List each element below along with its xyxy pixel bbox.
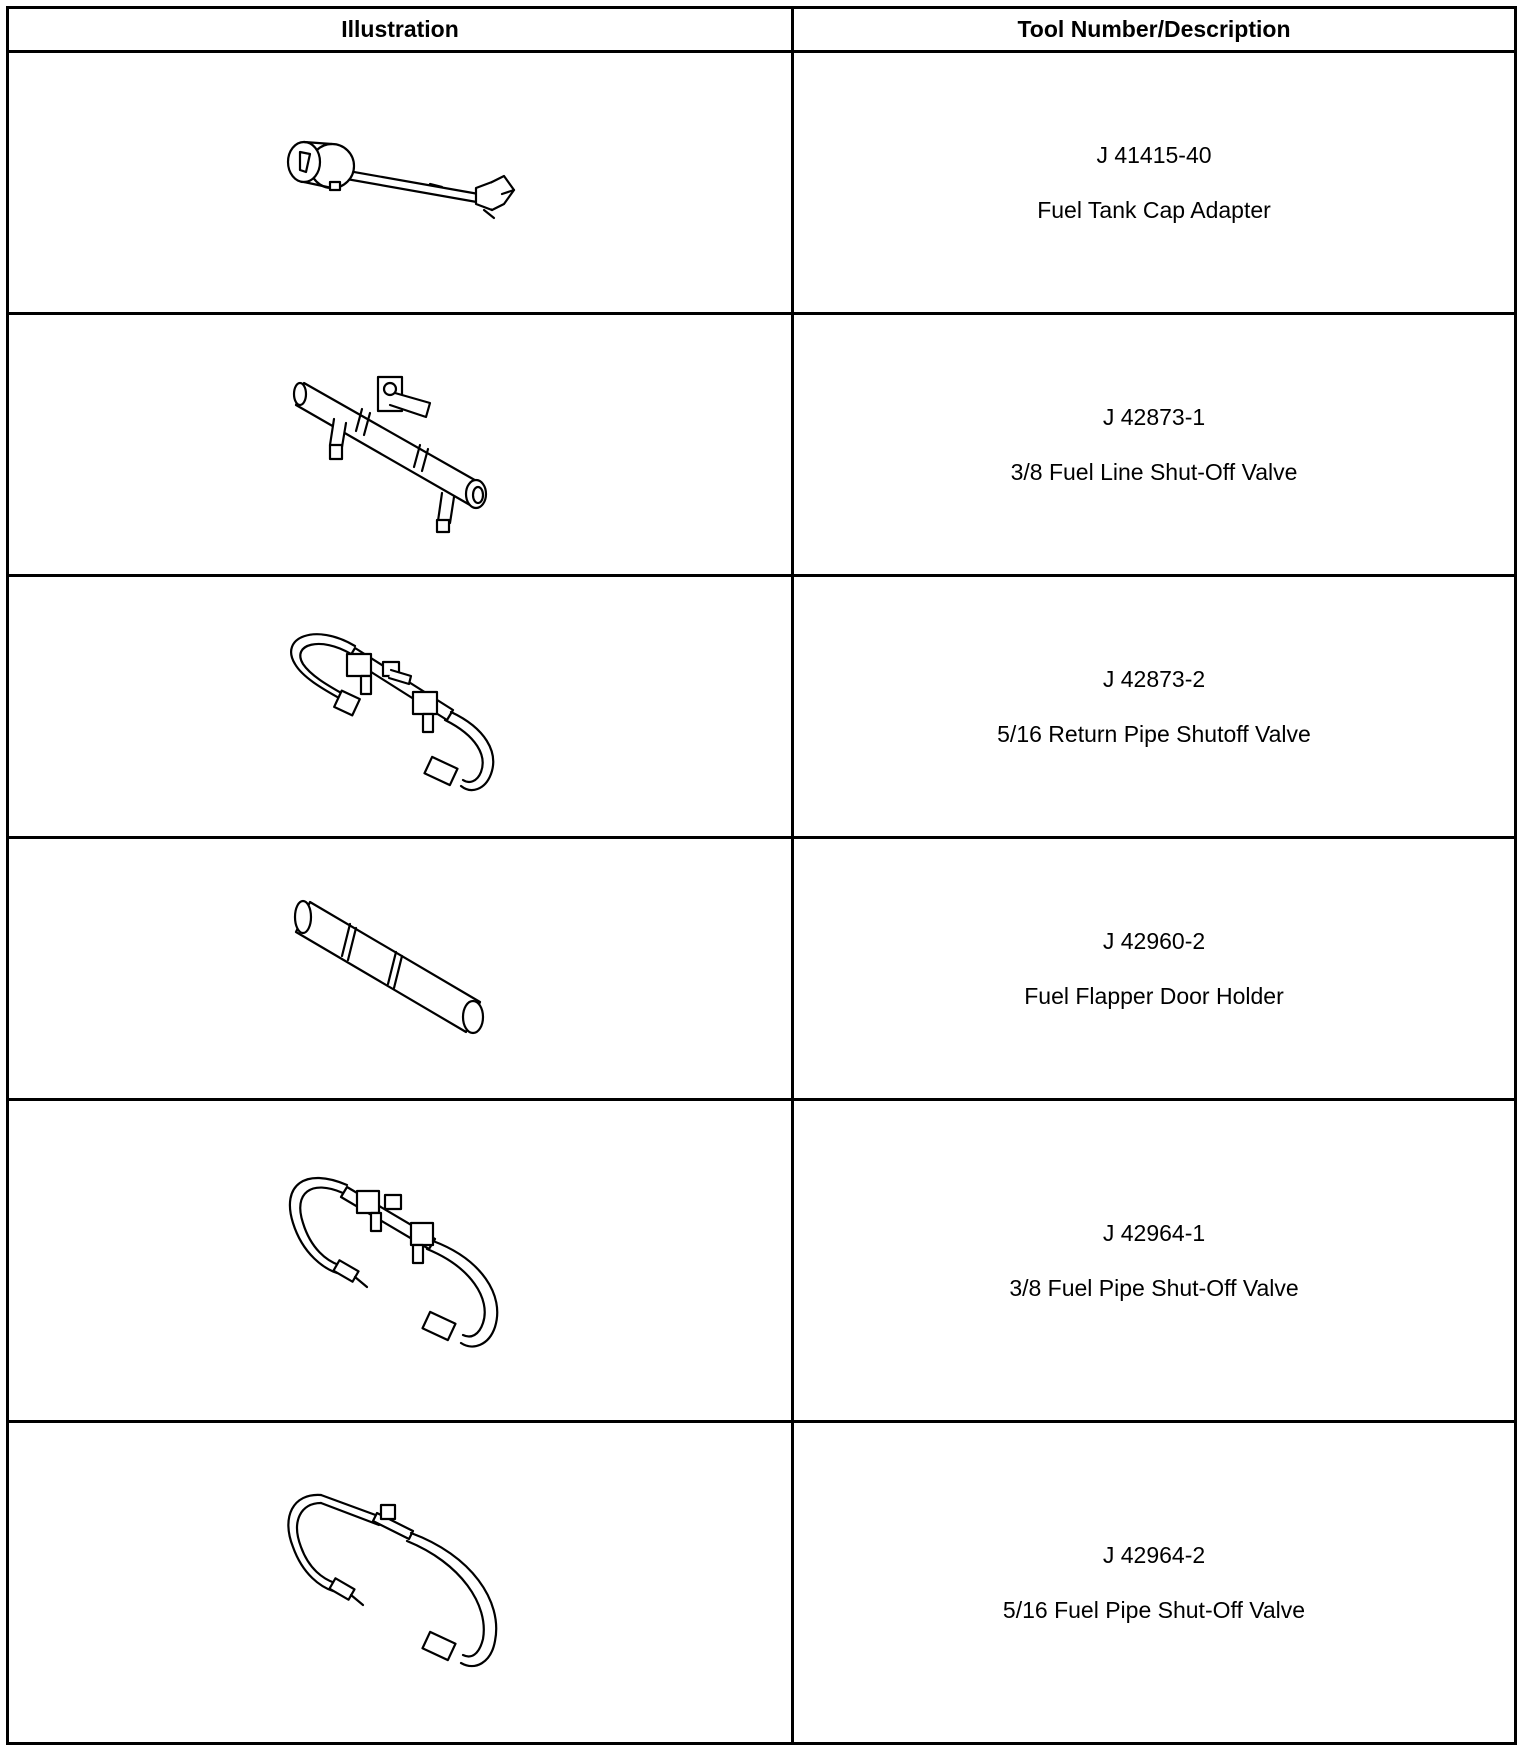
- tool-description: Fuel Tank Cap Adapter: [1037, 197, 1271, 223]
- tool-description: 3/8 Fuel Pipe Shut-Off Valve: [1009, 1275, 1299, 1301]
- illustration-column-header: Illustration: [8, 8, 793, 52]
- table-row: [8, 52, 1516, 314]
- tool-number: J 42873-2: [1102, 666, 1206, 692]
- tool-cell: [793, 314, 1516, 576]
- tool-number: J 41415-40: [1096, 142, 1212, 168]
- tool-description: 5/16 Fuel Pipe Shut-Off Valve: [1002, 1597, 1306, 1623]
- illustration-cell: [8, 1100, 793, 1422]
- tool-column-header: Tool Number/Description: [793, 8, 1516, 52]
- tool-cell: [793, 1100, 1516, 1422]
- illustration-cell: [8, 1422, 793, 1744]
- tool-cell: [793, 52, 1516, 314]
- table-header-row: [8, 8, 1516, 52]
- tool-number: J 42960-2: [1102, 928, 1206, 954]
- tool-number: J 42873-1: [1102, 404, 1206, 430]
- illustration-cell: [8, 52, 793, 314]
- illustration-cell: [8, 838, 793, 1100]
- tool-cell: [793, 576, 1516, 838]
- tool-description: 5/16 Return Pipe Shutoff Valve: [997, 721, 1311, 747]
- flapper-door-holder-illustration: [290, 894, 510, 1044]
- table-row: [8, 576, 1516, 838]
- table-row: [8, 314, 1516, 576]
- illustration-cell: [8, 576, 793, 838]
- table-row: [8, 838, 1516, 1100]
- special-tools-table-page: [6, 6, 1514, 1742]
- tool-number: J 42964-2: [1102, 1542, 1206, 1568]
- fuel-pipe-shutoff-valve-3-8-illustration: [285, 1161, 515, 1361]
- table-row: [8, 1422, 1516, 1744]
- tool-number: J 42964-1: [1102, 1220, 1206, 1246]
- return-pipe-shutoff-valve-illustration: [285, 612, 515, 802]
- tool-cell: [793, 838, 1516, 1100]
- tool-description: Fuel Flapper Door Holder: [1024, 983, 1284, 1009]
- table-row: [8, 1100, 1516, 1422]
- fuel-tank-cap-adapter-illustration: [280, 138, 520, 228]
- special-tools-table: [6, 6, 1517, 1745]
- tool-cell: [793, 1422, 1516, 1744]
- tool-description: 3/8 Fuel Line Shut-Off Valve: [1010, 459, 1298, 485]
- fuel-line-shutoff-valve-illustration: [290, 355, 510, 535]
- fuel-pipe-shutoff-valve-5-16-illustration: [285, 1483, 515, 1683]
- illustration-cell: [8, 314, 793, 576]
